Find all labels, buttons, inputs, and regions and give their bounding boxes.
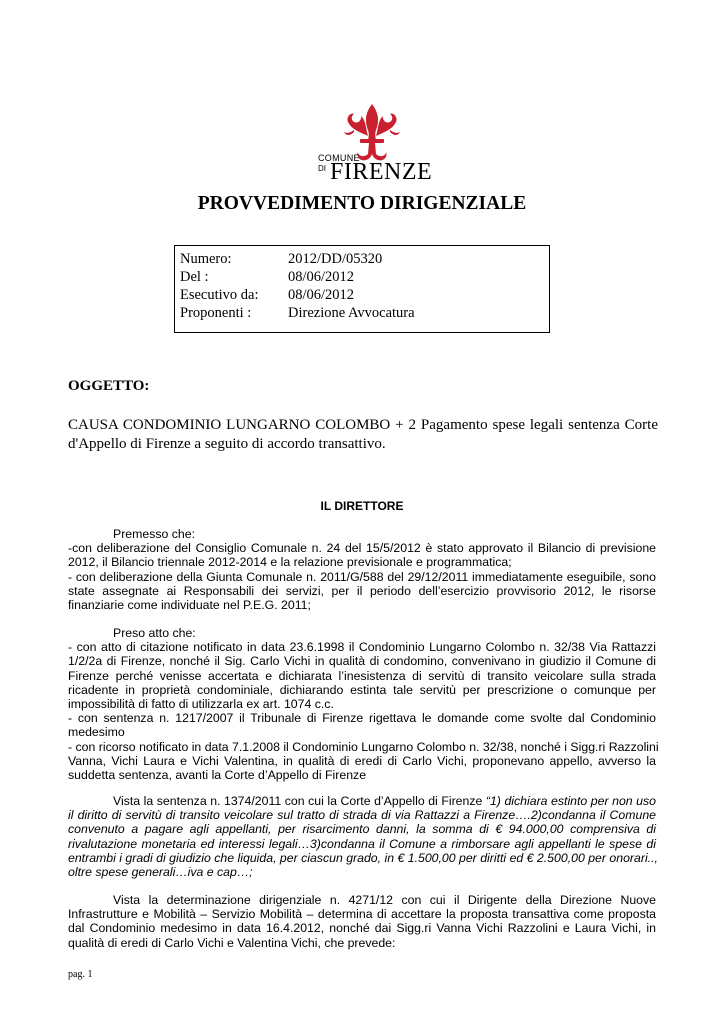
sentenza-quote: entrambi i gradi di giudizio che liquida, per ciascun grado, in € 1.500,00 per diritti ed € 2.500,00 per onorari.., bbox=[68, 850, 658, 865]
vista-sentenza-paragraph bbox=[68, 794, 656, 879]
paragraph-line: - con atto di citazione notificato in data 23.6.1998 il Condominio Lungarno Colombo n. 32/38 Via Rattazzi bbox=[68, 640, 656, 655]
paragraph-line: suddetta sentenza, avanti la Corte d’Appello di Firenze bbox=[68, 768, 367, 783]
page-number: pag. 1 bbox=[68, 969, 93, 980]
paragraph-line: qualità di eredi di Carlo Vichi e Valentina Vichi, che prevede: bbox=[68, 935, 396, 950]
comune-di-firenze-logo bbox=[318, 102, 433, 188]
sentenza-quote: convenuto a pagare agli appellanti, per risarcimento danni, la somma di € 94.000,00 comprensiva di bbox=[68, 822, 656, 837]
paragraph-line: Infrastrutture e Mobilità – Servizio Mobilità – determina di accettare la proposta transattiva come proposta bbox=[68, 907, 656, 922]
paragraph-line: 2012, il Bilancio triennale 2012-2014 e la relazione previsionale e programmatica; bbox=[68, 555, 512, 570]
meta-value: 2012/DD/05320 bbox=[288, 251, 383, 267]
paragraph-line: Firenze perché venisse accertata e dichiarata l’inesistenza di servitù di transito veicolare sulla strada bbox=[68, 668, 656, 683]
document-title: PROVVEDIMENTO DIRIGENZIALE bbox=[197, 193, 527, 214]
meta-label: Numero: bbox=[180, 251, 232, 267]
paragraph-line: finanziarie come individuate nel P.E.G. 2011; bbox=[68, 598, 311, 613]
logo-text-comune: COMUNE bbox=[318, 153, 360, 163]
meta-label: Proponenti : bbox=[180, 305, 252, 321]
meta-value: 08/06/2012 bbox=[288, 269, 355, 285]
paragraph-line: - con sentenza n. 1217/2007 il Tribunale di Firenze rigettava le domande come svolte dal Condominio bbox=[68, 711, 656, 726]
paragraph-line: Vista la determinazione dirigenziale n. 4271/12 con cui il Dirigente della Direzione Nuove bbox=[113, 893, 656, 907]
sentenza-quote: il diritto di servitù di transito veicolare sul tratto di strada di via Rattazzi a Firenze….2)condanna il Comune bbox=[68, 808, 656, 823]
premesso-paragraph bbox=[68, 527, 656, 612]
paragraph-line bbox=[68, 851, 656, 865]
paragraph-line bbox=[68, 865, 656, 879]
paragraph-line: 1/2/2a di Firenze, nonché il Sig. Carlo Vichi in qualità di condomino, convenivano in giudizio il Comune di bbox=[68, 654, 656, 669]
paragraph-line: state assegnate ai Responsabili dei servizi, per il periodo dell’esercizio provvisorio 2012, le risorse bbox=[68, 583, 656, 598]
logo-text-firenze: FIRENZE bbox=[330, 159, 433, 185]
paragraph-line: impossibilità di fatto di utilizzarla ex art. 1074 c.c. bbox=[68, 697, 334, 712]
director-heading: IL DIRETTORE bbox=[320, 499, 404, 513]
oggetto-line: d'Appello di Firenze a seguito di accordo transattivo. bbox=[68, 436, 386, 452]
meta-value: 08/06/2012 bbox=[288, 287, 355, 303]
preso-atto-paragraph bbox=[68, 626, 659, 783]
paragraph-line bbox=[68, 808, 656, 822]
sentenza-quote: oltre spese generali…iva e cap…; bbox=[68, 865, 253, 880]
vista-determinazione-paragraph bbox=[68, 893, 656, 950]
paragraph-line: - con deliberazione della Giunta Comunale n. 2011/G/588 del 29/12/2011 immediatamente eseguibile, sono bbox=[68, 569, 656, 584]
sentenza-quote: “1) dichiara estinto per non uso bbox=[485, 794, 656, 808]
paragraph-line: medesimo bbox=[68, 725, 125, 740]
paragraph-line: Premesso che: bbox=[113, 527, 196, 541]
paragraph-line bbox=[68, 837, 656, 851]
paragraph-line: ricadente in proprietà condominiale, dichiarando estinta tale servitù per prescrizione o comunque per bbox=[68, 682, 656, 697]
sentenza-quote: rivalutazione monetaria ed interessi legali…3)condanna il Comune a rimborsare agli appellanti le spese di bbox=[68, 836, 656, 851]
sentenza-intro: Vista la sentenza n. 1374/2011 con cui la Corte d’Appello di Firenze bbox=[113, 794, 486, 808]
paragraph-line bbox=[68, 794, 656, 808]
paragraph-line: Vanna, Vichi Laura e Vichi Valentina, in qualità di eredi di Carlo Vichi, proponevano appello, avverso la bbox=[68, 753, 656, 768]
paragraph-line: -con deliberazione del Consiglio Comunale n. 24 del 15/5/2012 è stato approvato il Bilancio di previsione bbox=[68, 541, 656, 556]
oggetto-label: OGGETTO: bbox=[68, 378, 150, 394]
meta-value: Direzione Avvocatura bbox=[288, 305, 415, 321]
meta-label: Del : bbox=[180, 269, 209, 285]
oggetto-line: CAUSA CONDOMINIO LUNGARNO COLOMBO + 2 Pagamento spese legali sentenza Corte bbox=[68, 417, 658, 433]
logo-text-di: DI bbox=[318, 164, 326, 173]
oggetto-text bbox=[68, 416, 658, 454]
paragraph-line: dal Condominio medesimo in data 16.4.2012, nonché dai Sigg.ri Vanna Vichi Razzolini e Laura Vichi, in bbox=[68, 921, 656, 936]
paragraph-line bbox=[68, 822, 656, 836]
meta-label: Esecutivo da: bbox=[180, 287, 259, 303]
metadata-box bbox=[174, 245, 550, 333]
paragraph-line: Preso atto che: bbox=[113, 626, 196, 640]
paragraph-line: - con ricorso notificato in data 7.1.2008 il Condominio Lungarno Colombo n. 32/38, nonché i Sigg.ri Razzolini bbox=[68, 739, 659, 754]
